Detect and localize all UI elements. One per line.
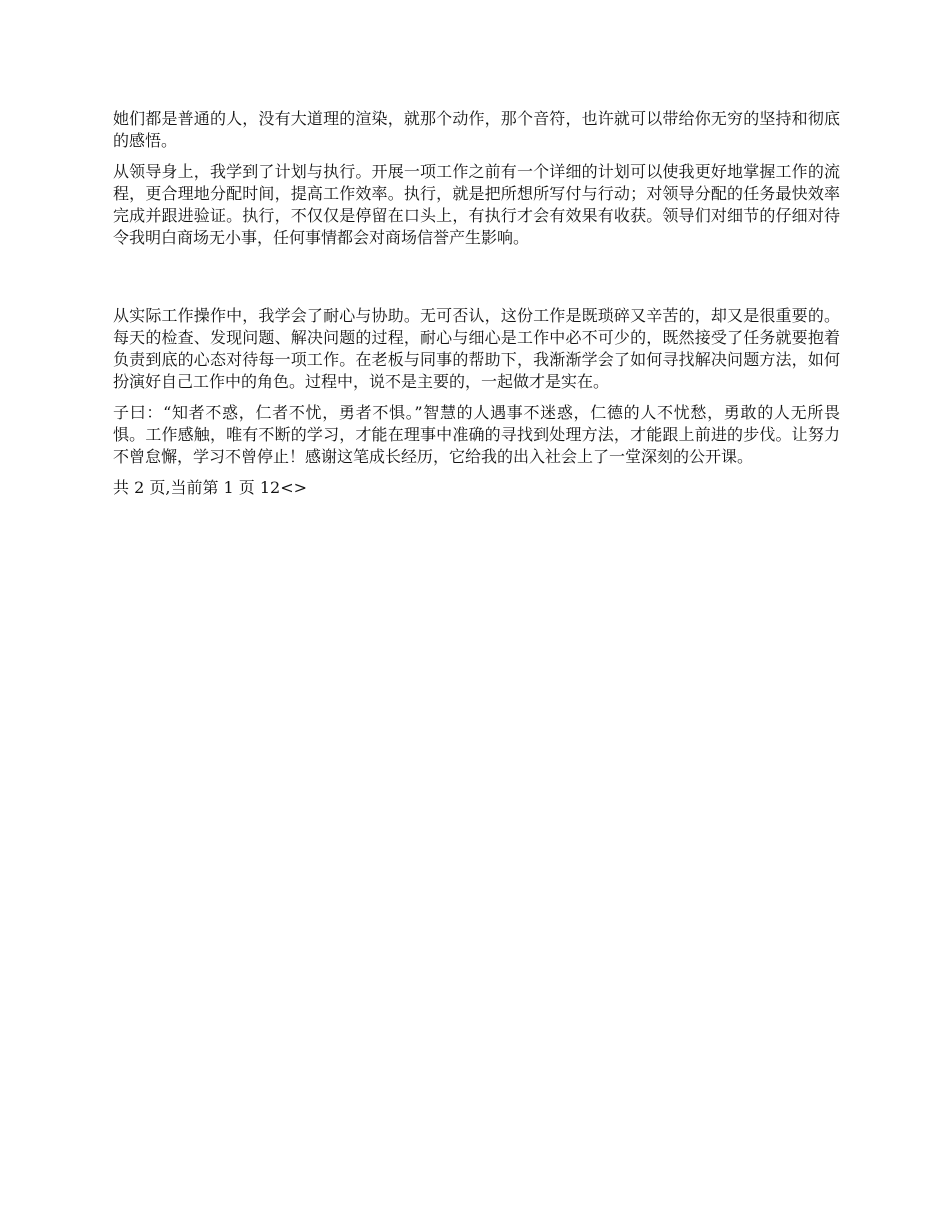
paragraph-3: 从实际工作操作中，我学会了耐心与协助。无可否认，这份工作是既琐碎又辛苦的，却又是很重要的。每天的检查、发现问题、解决问题的过程，耐心与细心是工作中必不可少的，既然接受了任务就要抱着负责到底的心态对待每一项工作。在老板与同事的帮助下，我渐渐学会了如何寻找解决问题方法，如何扮演好自己工作中的角色。过程中，说不是主要的，一起做才是实在。 xyxy=(113,306,840,391)
paragraph-spacer xyxy=(113,468,840,477)
pagination-text[interactable]: 共 2 页,当前第 1 页 12<> xyxy=(113,478,308,497)
document-page xyxy=(113,108,840,499)
paragraph-1: 她们都是普通的人，没有大道理的渲染，就那个动作，那个音符，也许就可以带给你无穷的坚持和彻底的感悟。 xyxy=(113,109,840,150)
section-spacer xyxy=(113,249,840,305)
paragraph-spacer xyxy=(113,152,840,161)
paragraph-spacer xyxy=(113,393,840,402)
paragraph-2: 从领导身上，我学到了计划与执行。开展一项工作之前有一个详细的计划可以使我更好地掌握工作的流程，更合理地分配时间，提高工作效率。执行，就是把所想所写付与行动；对领导分配的任务最快效率完成并跟进验证。执行，不仅仅是停留在口头上，有执行才会有效果有收获。领导们对细节的仔细对待令我明白商场无小事，任何事情都会对商场信誉产生影响。 xyxy=(113,162,840,247)
paragraph-4: 子曰：“知者不惑，仁者不忧，勇者不惧。”智慧的人遇事不迷惑，仁德的人不忧愁，勇敢的人无所畏惧。工作感触，唯有不断的学习，才能在理事中准确的寻找到处理方法，才能跟上前进的步伐。让努力不曾怠懈，学习不曾停止！感谢这笔成长经历，它给我的出入社会上了一堂深刻的公开课。 xyxy=(113,403,840,466)
